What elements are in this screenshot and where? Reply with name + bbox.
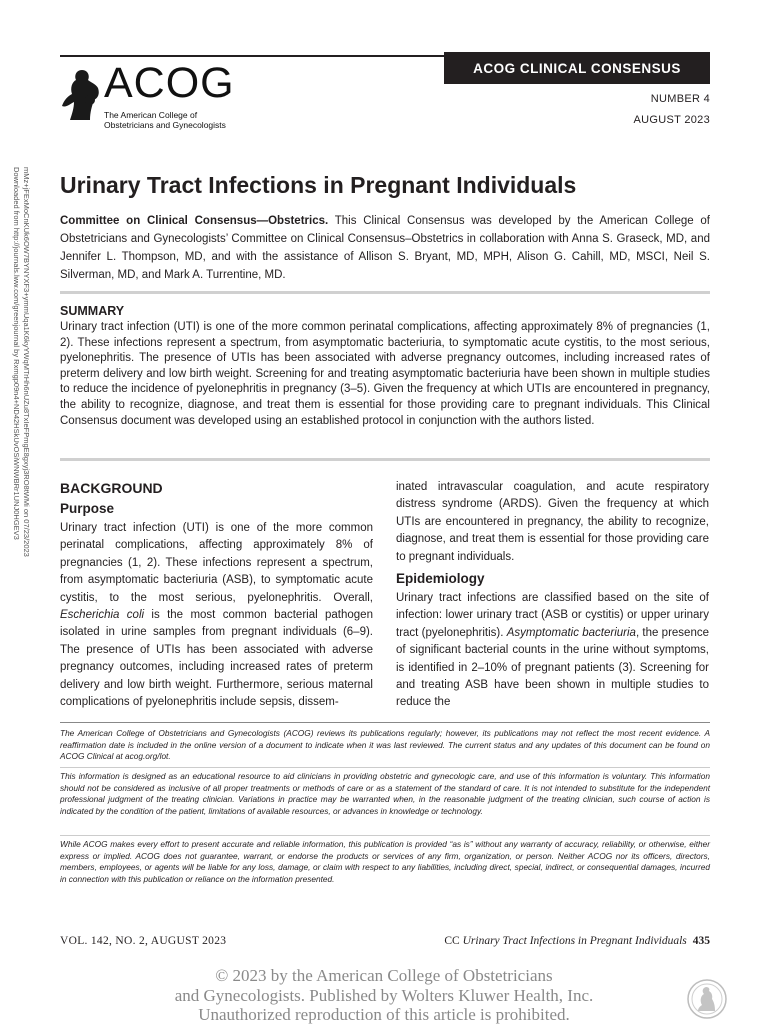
acog-seal-icon <box>686 978 728 1020</box>
acog-wordmark: ACOG <box>104 59 235 107</box>
summary-top-rule <box>60 291 710 294</box>
copyright-line3: Unauthorized reproduction of this article is prohibited. <box>198 1005 570 1024</box>
download-note-line1: Downloaded from http://journals.lww.com/greenjournal by Rxmgp09n4+ND42HSkUvOSiWNWBRr1UNJ0HGEV3 <box>12 167 21 540</box>
purpose-text-a: Urinary tract infection (UTI) is one of the more common perinatal complications, affecting approximately 8% of pregnancies (1, 2). These infections represent a spectrum, from asymptomatic bacteriuria (ASB), to symptomatic acute cystitis, to the most serious, pyelonephritis. Overall, <box>60 522 373 604</box>
purpose-paragraph <box>60 520 373 711</box>
author-statement <box>60 212 710 284</box>
purpose-continued: inated intravascular coagulation, and acute respiratory distress syndrome (ARDS). Given the frequency at which UTIs are encountered in pregnancy, the ability to recognize, diagnose, and treat them is essential for those providing care to pregnant individuals. <box>396 481 709 563</box>
document-date: AUGUST 2023 <box>633 114 710 126</box>
summary-text: Urinary tract infection (UTI) is one of the more common perinatal complications, affecting approximately 8% of pregnancies (1, 2). These infections represent a spectrum, from asymptomatic bacteriuria, to symptomatic acute cystitis, to the most serious, pyelonephritis. The presence of UTIs has been associated with adverse pregnancy outcomes, including increased rates of preterm delivery and low birth weight. Screening for and treating asymptomatic bacteriuria have been shown in multiple studies to reduce the incidence of pyelonephritis in pregnancy (3–5). Given the frequency at which UTIs are encountered in pregnancy, the ability to recognize, diagnose, and treat them is essential for those providing care to pregnant individuals. This Clinical Consensus document was developed using an established protocol in conjunction with the authors listed. <box>60 321 710 427</box>
page-number: 435 <box>692 935 710 947</box>
running-cc: CC <box>444 935 460 947</box>
copyright-line1: © 2023 by the American College of Obstetricians <box>215 966 553 985</box>
footnote-rule <box>60 722 710 723</box>
clinical-consensus-banner: ACOG CLINICAL CONSENSUS <box>444 52 710 84</box>
copyright-line2: and Gynecologists. Published by Wolters Kluwer Health, Inc. <box>174 985 594 1005</box>
epi-italic: Asymptomatic bacteriuria <box>506 626 636 639</box>
footnote-divider-1 <box>60 767 710 768</box>
epi-text-a: Urinary tract infections are classified based on the site of infection: lower urinary tract (ASB or cystitis) or upper urinary tract (pyelonephritis). <box>396 592 709 639</box>
logo-sub-line2: Obstetricians and Gynecologists <box>104 120 226 130</box>
running-footer-title <box>444 935 710 947</box>
epidemiology-paragraph <box>396 590 709 712</box>
summary-bottom-rule <box>60 458 710 461</box>
summary-heading: SUMMARY <box>60 304 125 318</box>
left-column <box>60 479 373 711</box>
acog-figure-logo-icon <box>60 66 102 122</box>
footnote-review: The American College of Obstetricians and Gynecologists (ACOG) reviews its publications regularly; however, its publications may not reflect the most recent evidence. A reaffirmation date is included in the online version of a document to indicate when it was last reviewed. The current status and any updates of this document can be found on ACOG Clinical at acog.org/lot. <box>60 728 710 761</box>
logo-sub-line1: The American College of <box>104 110 198 120</box>
acog-logo-subtitle <box>104 110 226 130</box>
purpose-heading: Purpose <box>60 501 115 516</box>
author-text: This Clinical Consensus was developed by the American College of Obstetricians and Gynecologists’ Committee on Clinical Consensus–Obstetrics in collaboration with Anna S. Graseck, MD, and Jennifer L. Thompson, MD, and with the assistance of Allison S. Bryant, MD, MPH, Alison G. Cahill, MD, MSCI, Neil S. Silverman, MD, and Mark A. Turrentine, MD. <box>60 215 710 281</box>
footnote-educational: This information is designed as an educational resource to aid clinicians in providing obstetric and gynecologic care, and use of this information is voluntary. This information should not be considered as inclusive of all proper treatments or methods of care or as a statement of the standard of care. It is not intended to substitute for the independent professional judgment of the treating clinician. Variations in practice may be warranted when, in the reasonable judgment of the treating clinician, such course of action is indicated by the condition of the patient, limitations of available resources, or advances in knowledge or technology. <box>60 771 710 816</box>
download-note <box>4 165 42 625</box>
running-title: Urinary Tract Infections in Pregnant Individuals <box>462 935 687 947</box>
purpose-italic: Escherichia coli <box>60 609 145 622</box>
right-column <box>396 479 709 712</box>
committee-name: Committee on Clinical Consensus—Obstetrics. <box>60 215 329 227</box>
epidemiology-heading: Epidemiology <box>396 571 485 587</box>
document-number: NUMBER 4 <box>650 93 710 105</box>
purpose-text-b: is the most common bacterial pathogen isolated in urine samples from pregnant individuals (6–9). The presence of UTIs has been associated with adverse pregnancy outcomes, including increased rates of preterm delivery and low birth weight. Furthermore, serious maternal complications of pyelonephritis include sepsis, dissem- <box>60 609 373 709</box>
running-footer-volume: VOL. 142, NO. 2, AUGUST 2023 <box>60 935 227 947</box>
epi-text-b: , the presence of significant bacterial counts in the urine without symptoms, is identified in 2–10% of pregnant patients (3). Screening for and treating ASB have been shown in multiple studies to reduce the <box>396 626 709 709</box>
footnote-disclaimer: While ACOG makes every effort to present accurate and reliable information, this publication is provided “as is” without any warranty of accuracy, reliability, or otherwise, either express or implied. ACOG does not guarantee, warrant, or endorse the products or services of any firm, organization, or person. Neither ACOG nor its officers, directors, members, employees, or agents will be liable for any loss, damage, or claim with respect to any liabilities, including direct, special, indirect, or consequential damages, incurred in connection with this publication or reliance on the information presented. <box>60 839 710 884</box>
footnote-divider-2 <box>60 835 710 836</box>
download-note-line2: mMz+jFExMoCnKUk6OW7BYNYXF3+ymmUqa1K6kyYWqMTrHh6nUZu8TxIeFPmgE8gxyj3RO8tWMi on 07/23/2023 <box>22 167 31 557</box>
article-title: Urinary Tract Infections in Pregnant Individuals <box>60 172 577 198</box>
background-heading: BACKGROUND <box>60 480 163 496</box>
copyright-notice <box>0 966 768 1025</box>
